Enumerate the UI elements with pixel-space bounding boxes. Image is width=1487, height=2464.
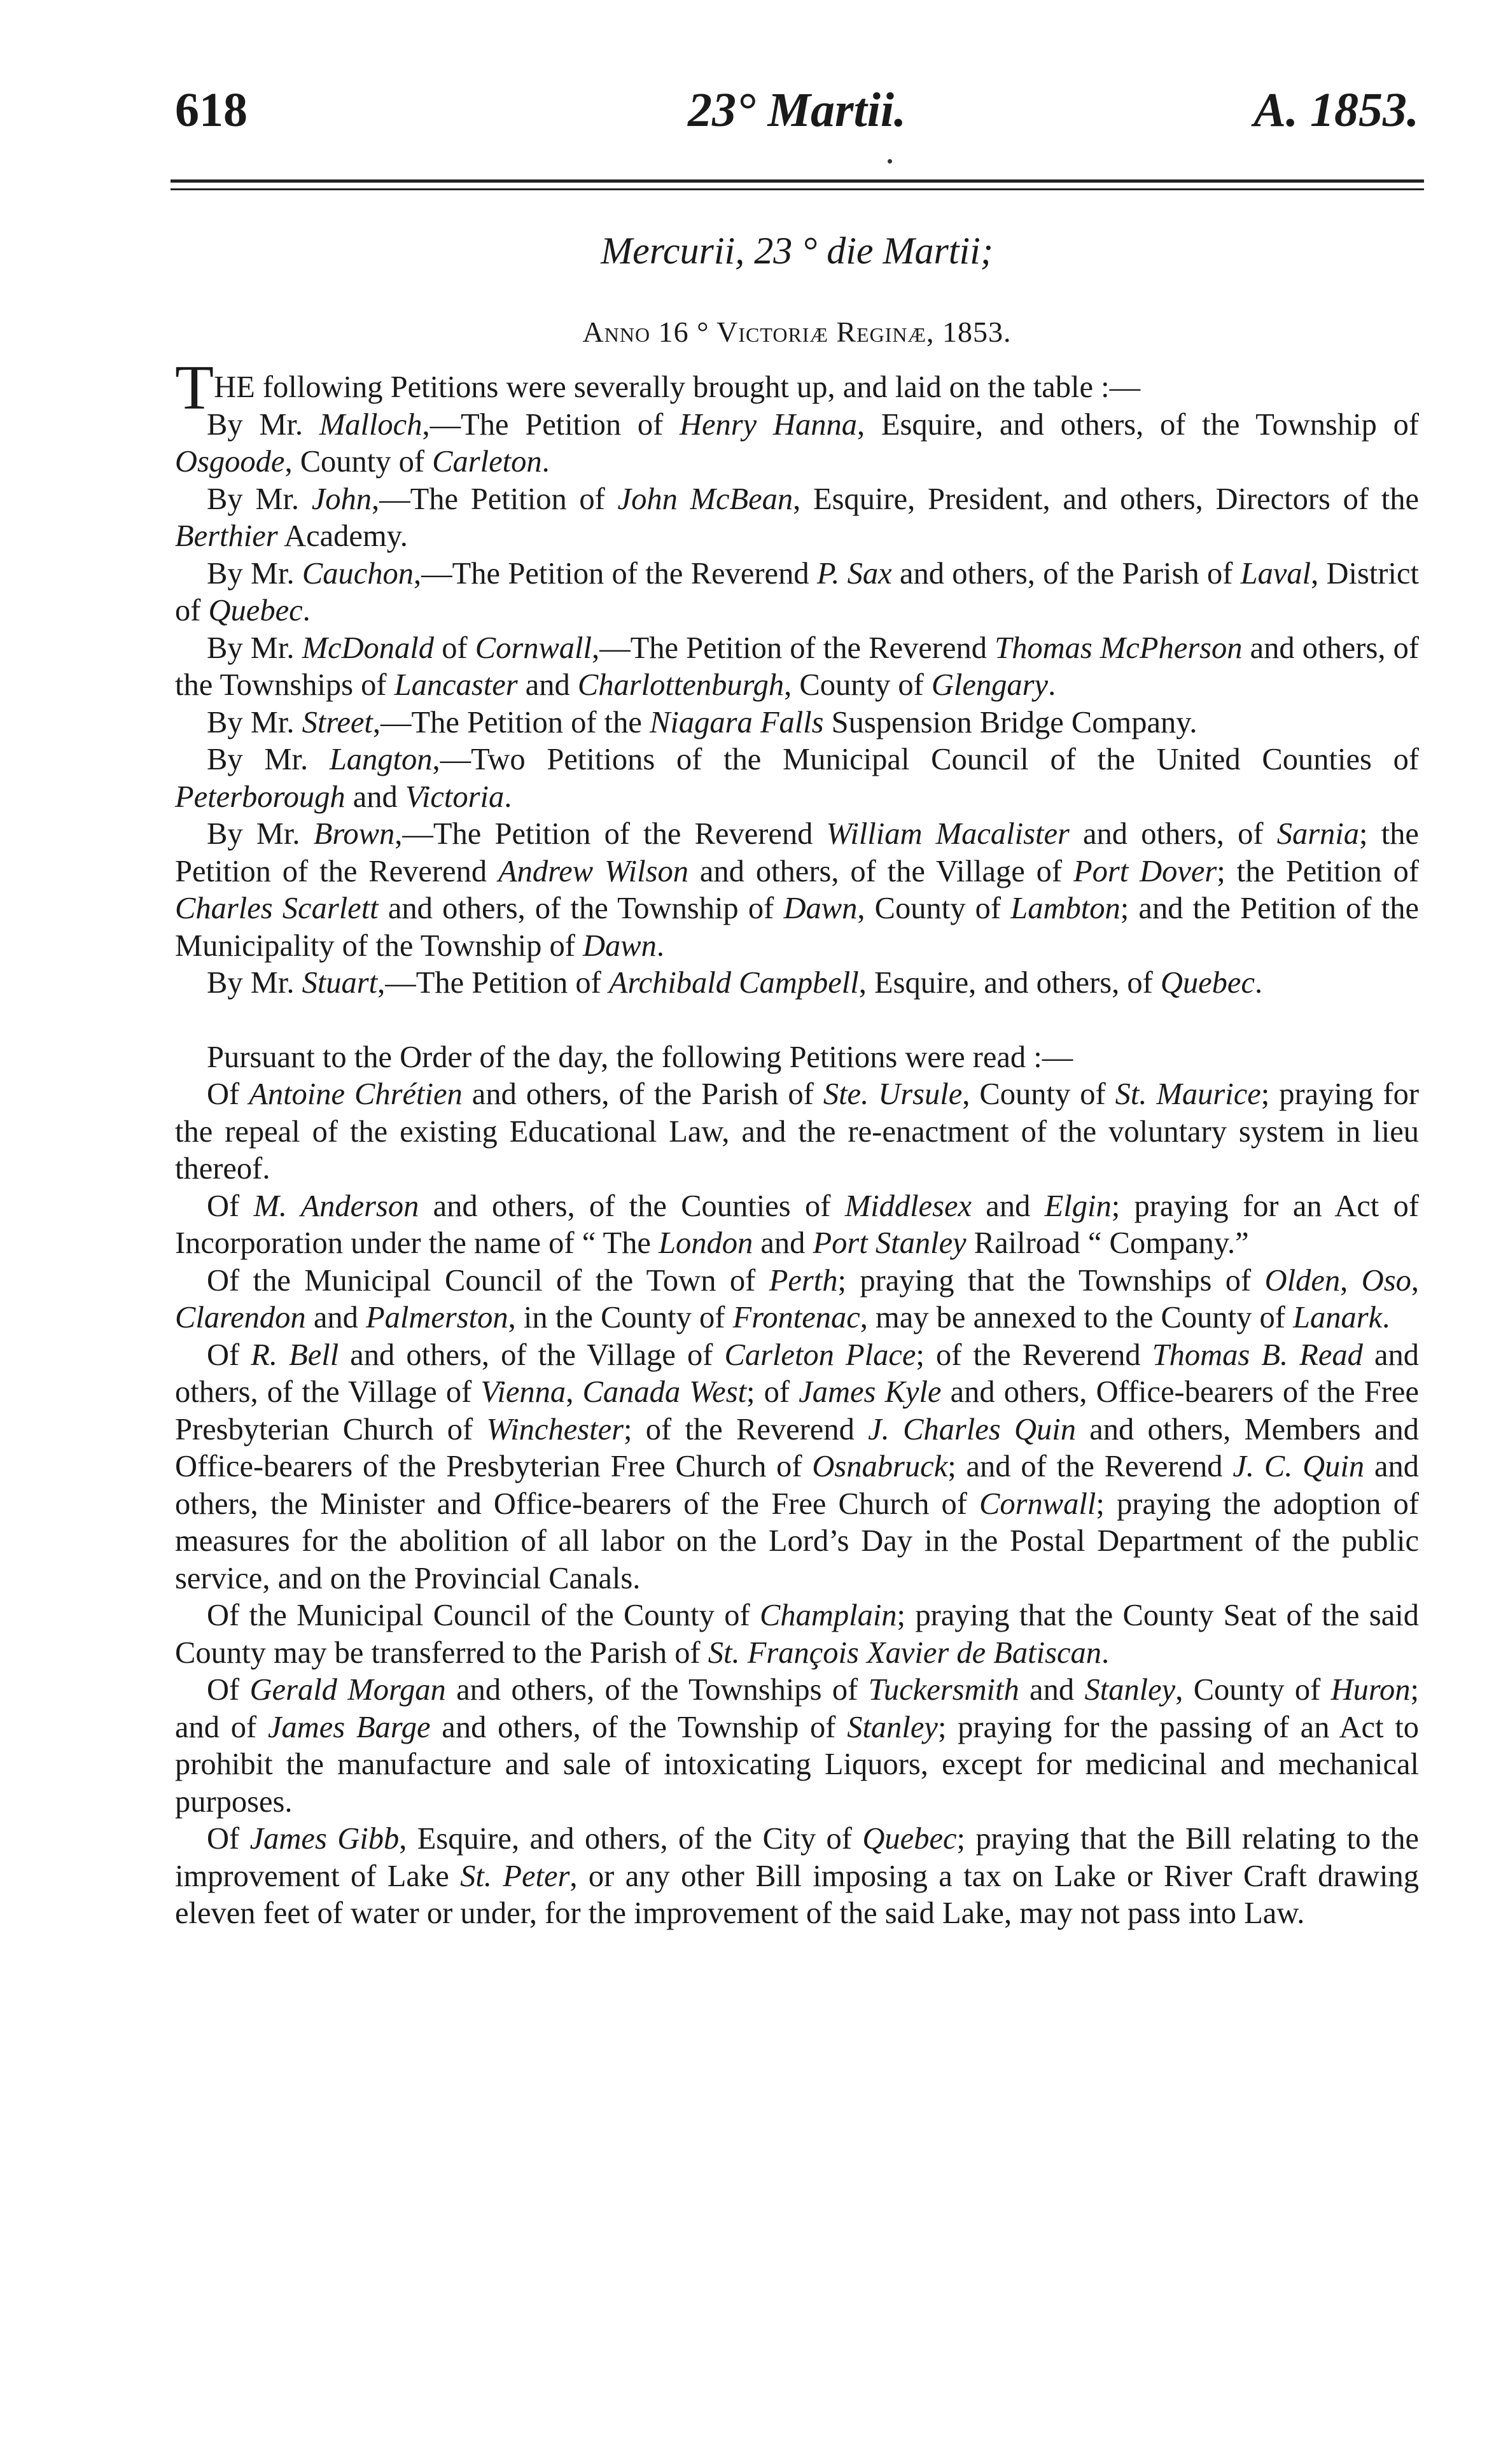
paragraph: Of M. Anderson and others, of the Counties of Middlesex and Elgin; praying for an Act of Incorporation under the name of “ The London and Port Stanley Railroad “ Company.”	[175, 1189, 1419, 1260]
paragraph: By Mr. John,—The Petition of John McBean, Esquire, President, and others, Directors of the Berthier Academy.	[175, 482, 1419, 553]
header-year: A. 1853.	[1253, 83, 1419, 137]
paragraph: By Mr. Langton,—Two Petitions of the Municipal Council of the United Counties of Peterborough and Victoria.	[175, 743, 1420, 814]
paragraph: By Mr. Street,—The Petition of the Niagara Falls Suspension Bridge Company.	[207, 705, 1197, 739]
paragraph: By Mr. Brown,—The Petition of the Reverend William Macalister and others, of Sarnia; the Petition of the Reverend Andrew Wilson and others, of the Village of Port Dover; the Petition of Charles Scarlett and others, of the Township of Dawn, County of Lambton; and the Petition of the Municipality of the Township of Dawn.	[175, 817, 1420, 963]
page-number: 618	[175, 83, 248, 137]
journal-body	[175, 352, 1420, 1933]
paragraph: Pursuant to the Order of the day, the following Petitions were read :—	[207, 1040, 1073, 1074]
running-header	[175, 75, 1419, 145]
paragraph: By Mr. McDonald of Cornwall,—The Petition of the Reverend Thomas McPherson and others, of the Townships of Lancaster and Charlottenburgh, County of Glengary.	[175, 631, 1419, 702]
paragraph: Of the Municipal Council of the County of Champlain; praying that the County Seat of the said County may be transferred to the Parish of St. François Xavier de Batiscan.	[175, 1599, 1419, 1670]
session-day-heading: Mercurii, 23 ° die Martii;	[601, 230, 993, 272]
paragraph: Of the Municipal Council of the Town of Perth; praying that the Townships of Olden, Oso, Clarendon and Palmerston, in the County of Frontenac, may be annexed to the County of Lanark.	[175, 1263, 1420, 1334]
paragraph: Of Gerald Morgan and others, of the Townships of Tuckersmith and Stanley, County of Huron; and of James Barge and others, of the Township of Stanley; praying for the passing of an Act to prohibit the manufacture and sale of intoxicating Liquors, except for medicinal and mechanical purposes.	[175, 1673, 1420, 1819]
paragraph: By Mr. Malloch,—The Petition of Henry Hanna, Esquire, and others, of the Township of Osgoode, County of Carleton.	[175, 407, 1420, 479]
session-year-heading: Anno 16 ° Victoriæ Reginæ, 1853.	[582, 316, 1012, 348]
print-mark	[888, 159, 892, 164]
paragraph: Of James Gibb, Esquire, and others, of the City of Quebec; praying that the Bill relating to the improvement of Lake St. Peter, or any other Bill imposing a tax on Lake or River Craft drawing eleven feet of water or under, for the improvement of the said Lake, may not pass into Law.	[175, 1822, 1420, 1930]
paragraph: By Mr. Cauchon,—The Petition of the Reverend P. Sax and others, of the Parish of Laval, District of Quebec.	[175, 556, 1419, 627]
paragraph: Of R. Bell and others, of the Village of Carleton Place; of the Reverend Thomas B. Read and others, of the Village of Vienna, Canada West; of James Kyle and others, Office-bearers of the Free Presbyterian Church of Winchester; of the Reverend J. Charles Quin and others, Members and Office-bearers of the Presbyterian Free Church of Osnabruck; and of the Reverend J. C. Quin and others, the Minister and Office-bearers of the Free Church of Cornwall; praying the adoption of measures for the abolition of all labor on the Lord’s Day in the Postal Department of the public service, and on the Provincial Canals.	[175, 1338, 1420, 1595]
paragraph: THE following Petitions were severally brought up, and laid on the table :—	[175, 352, 1141, 423]
header-date: 23° Martii.	[688, 83, 906, 137]
header-rule-thick	[171, 179, 1424, 183]
header-rule-thin	[171, 188, 1424, 190]
paragraph: Of Antoine Chrétien and others, of the Parish of Ste. Ursule, County of St. Maurice; praying for the repeal of the existing Educational Law, and the re-enactment of the voluntary system in lieu thereof.	[175, 1077, 1419, 1186]
paragraph: By Mr. Stuart,—The Petition of Archibald Campbell, Esquire, and others, of Quebec.	[207, 966, 1263, 1000]
